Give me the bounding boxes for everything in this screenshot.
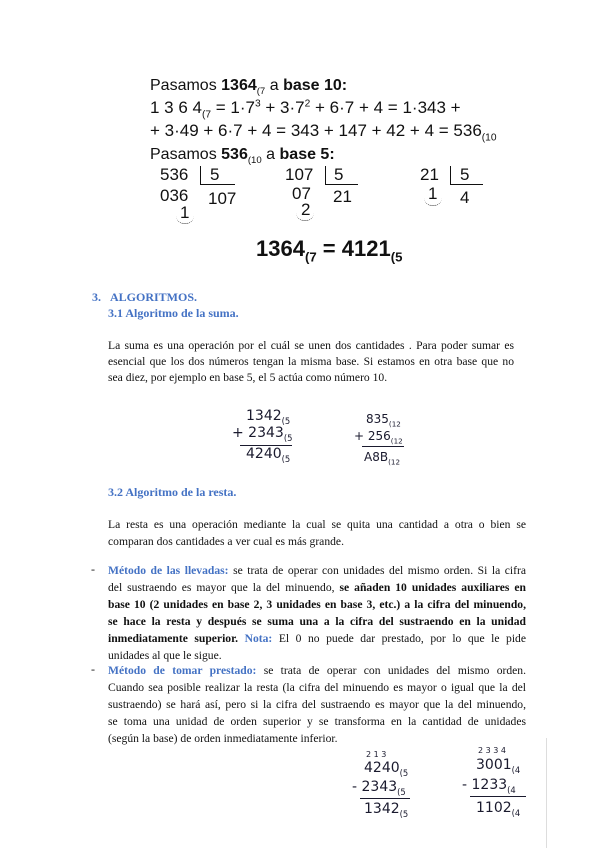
res2-row-2: - $1233_{(4}$	[462, 777, 516, 795]
bullet1-line: se hace la resta y después se suma una a la cifra del sustraendo en la unidad	[108, 615, 526, 628]
conversion-result: $1364_{(7} = 4121_{(5}$	[256, 236, 403, 265]
para1-line: La suma es una operación por el cuál se unen dos cantidades . Para poder sumar es	[108, 339, 514, 352]
res1-line	[360, 798, 410, 799]
div3-remainder-mark	[424, 198, 442, 206]
div3-remainder: 1	[428, 184, 438, 203]
sum2-result: $A8B_{(12}$	[364, 450, 401, 467]
paragraph-suma	[108, 338, 514, 386]
div2-divisor: 5	[334, 165, 344, 184]
bullet1-line: del sustraendo es mayor que la del minuendo, se añaden 10 unidades auxiliares en	[108, 581, 526, 594]
res1-result: $1342_{(5}$	[364, 801, 409, 819]
bullet1-line: Método de las llevadas: se trata de operar con unidades del mismo orden. Si la cifra	[108, 564, 526, 577]
subsection-3-2-title: 3.2 Algoritmo de la resta.	[108, 485, 237, 499]
div3-quotient: 4	[460, 188, 470, 207]
div3-dividend: 21	[420, 165, 439, 184]
conversion-line-3: + $3\cdot 49 + 6\cdot 7 + 4 = 343 + 147 + 42 + 4 = 536_{(10}$	[150, 121, 497, 144]
div2-remainder: 2	[301, 200, 311, 219]
sum2-row-2: + $256_{(12}$	[354, 429, 403, 446]
div1-divisor: 5	[210, 165, 220, 184]
div1-rest: 036	[160, 186, 189, 205]
sum1-row-1: $1342_{(5}$	[246, 408, 291, 426]
para1-line: esencial que los dos números tengan la misma base. Si estamos en otra base que no	[108, 355, 514, 368]
div1-remainder-mark	[176, 216, 194, 224]
bullet2-line: se toma una unidad de orden superior y se transforma en la cantidad de unidades	[108, 715, 526, 728]
bullet1-line: inmediatamente superior. Nota: El 0 no puede dar prestado, por lo que le pide	[108, 632, 526, 645]
bullet2-line: (según la base) de orden inmediatamente inferior.	[108, 732, 338, 745]
bullet-llevadas	[108, 562, 526, 664]
bullet2-line: Cuando sea posible realizar la resta (la cifra del minuendo es mayor o igual que la del	[108, 681, 526, 694]
res2-row-1: $3001_{(4}$	[476, 757, 521, 775]
para1-line: sea diez, por ejemplo en base 5, el 5 actúa como número 10.	[108, 371, 388, 384]
para2-line: comparan dos cantidades a ver cual es más grande.	[108, 535, 344, 548]
div2-remainder-mark	[296, 213, 314, 221]
subsection-3-1-title: 3.1 Algoritmo de la suma.	[108, 306, 239, 320]
conversion-line-4: Pasamos $536_{(10}$ a base 5:	[150, 146, 335, 167]
section-heading	[92, 290, 197, 305]
res1-carry: 2 1 3	[366, 750, 387, 759]
res2-result: $1102_{(4}$	[476, 800, 521, 818]
div2-rest: 07	[292, 184, 311, 203]
res1-row-2: - $2343_{(5}$	[352, 779, 406, 797]
bullet1-label: Método de las llevadas:	[108, 564, 229, 577]
sum1-result: $4240_{(5}$	[246, 446, 291, 464]
scan-edge	[546, 738, 547, 848]
div3-divisor: 5	[460, 165, 470, 184]
sum2-row-1: $835_{(12}$	[366, 412, 401, 429]
sum2-line	[362, 446, 404, 447]
bullet-prestado	[108, 662, 526, 747]
bullet-dash-1: -	[91, 562, 95, 576]
res2-line	[470, 796, 526, 797]
res2-carry: 2 3 3 4	[478, 746, 506, 755]
bullet2-label: Método de tomar prestado:	[108, 664, 257, 677]
div2-dividend: 107	[285, 165, 314, 184]
div2-quotient: 21	[333, 187, 352, 206]
bullet2-line: Método de tomar prestado: se trata de operar con unidades del mismo orden.	[108, 664, 526, 677]
div1-quotient: 107	[208, 189, 237, 208]
conversion-line-2: 1 3 6 $4_{(7} = 1\cdot 7^3 + 3\cdot 7^2 + 6\cdot 7 + 4 = 1\cdot 343$ +	[150, 98, 461, 121]
conversion-line-1: Pasamos $1364_{(7}$ a base 10:	[150, 77, 348, 98]
div1-remainder: 1	[180, 203, 190, 222]
sum1-row-2: + $2343_{(5}$	[232, 425, 293, 443]
res1-row-1: $4240_{(5}$	[364, 760, 409, 778]
paragraph-resta	[108, 516, 526, 550]
para2-line: La resta es una operación mediante la cual se quita una cantidad a otra o bien se	[108, 518, 526, 531]
bullet-dash-2: -	[91, 662, 95, 676]
div1-dividend: 536	[160, 165, 189, 184]
section-number: 3.	[92, 290, 101, 304]
section-title: ALGORITMOS.	[110, 290, 198, 304]
bullet1-line: unidades al que le sigue.	[108, 649, 222, 662]
bullet1-line: base 10 (2 unidades en base 2, 3 unidades en base 3, etc.) a la cifra del minuendo,	[108, 598, 526, 611]
bullet2-line: sustraendo) se hará así, pero si la cifra del sustraendo es mayor que la del minuendo,	[108, 698, 526, 711]
